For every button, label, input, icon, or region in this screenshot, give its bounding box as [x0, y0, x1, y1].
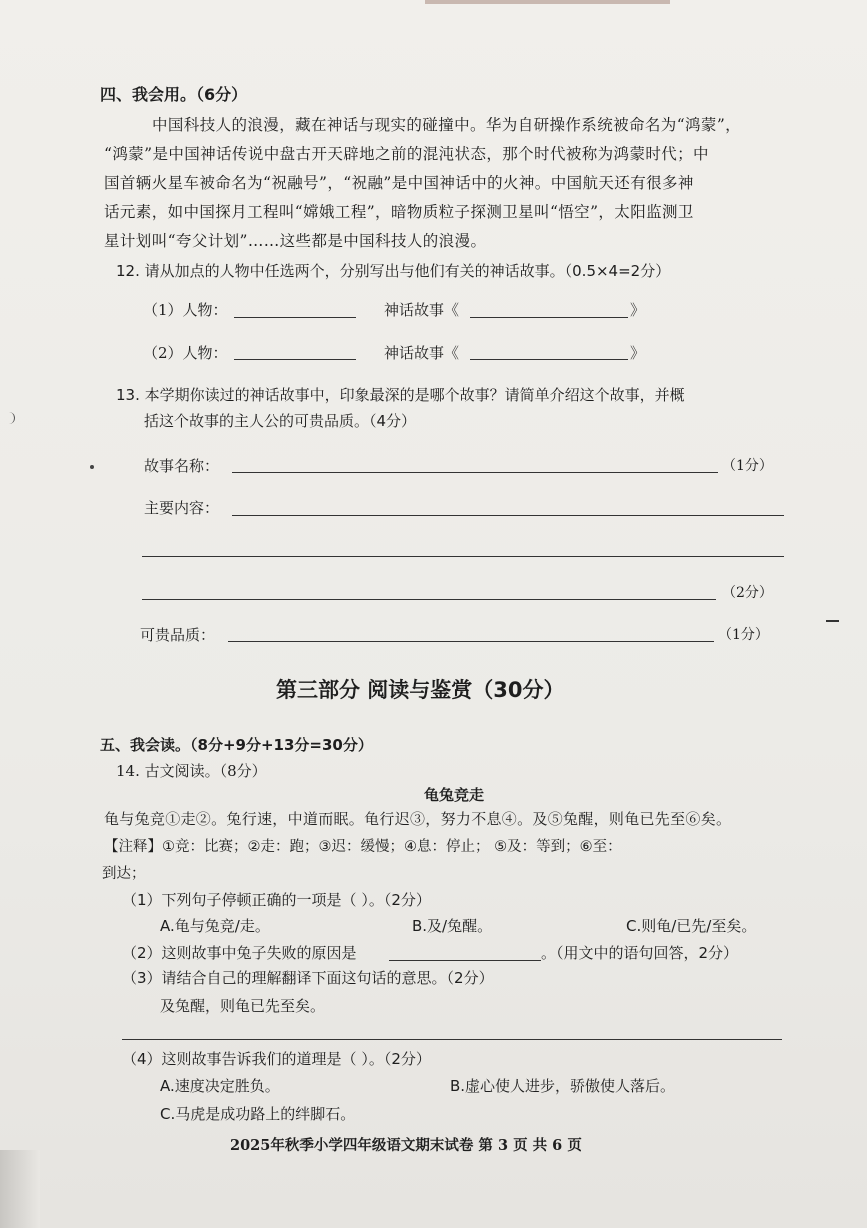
section-heading: 四、我会用。（6分）: [100, 85, 248, 104]
person-label: （2）人物：: [143, 344, 228, 362]
passage-line: 国首辆火星车被命名为“祝融号”，“祝融”是中国神话中的火神。中国航天还有很多神: [104, 174, 694, 192]
story-answer-line[interactable]: [470, 317, 628, 318]
scan-dot: [90, 465, 94, 469]
story-name-label: 故事名称：: [144, 457, 220, 475]
person-label: （1）人物：: [143, 301, 228, 319]
person-answer-line[interactable]: [234, 359, 356, 360]
points-label: （1分）: [722, 458, 773, 474]
scan-edge: [425, 0, 670, 4]
annotation: 【注释】①竞：比赛；②走：跑；③迟：缓慢；④息：停止； ⑤及：等到；⑥至：: [104, 839, 622, 855]
classical-text: 龟与兔竞①走②。兔行速，中道而眠。龟行迟③，努力不息④。及⑤兔醒，则龟已先至⑥矣。: [104, 810, 732, 828]
passage-line: “鸿蒙”是中国神话传说中盘古开天辟地之前的混沌状态，那个时代被称为鸿蒙时代；中: [104, 145, 709, 163]
story-label: 神话故事《: [384, 344, 460, 362]
option-c[interactable]: C.则龟/已先/至矣。: [626, 917, 757, 935]
translate-answer-line[interactable]: [122, 1039, 782, 1040]
scan-mark: [9, 412, 15, 424]
scan-mark: [826, 620, 839, 622]
passage-line: 话元素，如中国探月工程叫“嫦娥工程”，暗物质粒子探测卫星叫“悟空”，太阳监测卫: [104, 203, 694, 221]
content-label: 主要内容：: [144, 499, 220, 517]
sub-question-3: （3）请结合自己的理解翻译下面这句话的意思。（2分）: [122, 969, 494, 987]
page-footer: 2025年秋季小学四年级语文期末试卷 第 3 页 共 6 页: [230, 1137, 582, 1154]
sub-question-2-tail: 。（用文中的语句回答，2分）: [541, 944, 739, 962]
content-line[interactable]: [142, 599, 716, 600]
story-close: 》: [630, 344, 646, 362]
story-name-line[interactable]: [232, 472, 718, 473]
option-b[interactable]: B.及/兔醒。: [412, 917, 493, 935]
question-12: 12. 请从加点的人物中任选两个，分别写出与他们有关的神话故事。（0.5×4=2分）: [116, 262, 671, 280]
question-13: 13. 本学期你读过的神话故事中，印象最深的是哪个故事？请简单介绍这个故事，并概: [116, 386, 685, 404]
passage-line: 中国科技人的浪漫，藏在神话与现实的碰撞中。华为自研操作系统被命名为“鸿蒙”，: [152, 116, 742, 134]
option-a[interactable]: A.速度决定胜负。: [160, 1077, 280, 1095]
content-line[interactable]: [232, 515, 784, 516]
quality-line[interactable]: [228, 641, 714, 642]
points-label: （2分）: [722, 585, 773, 601]
scan-shadow: [0, 1150, 40, 1228]
points-label: （1分）: [718, 627, 769, 643]
option-c[interactable]: C.马虎是成功路上的绊脚石。: [160, 1105, 356, 1123]
option-a[interactable]: A.龟与兔竞/走。: [160, 917, 270, 935]
question-14: 14. 古文阅读。（8分）: [116, 762, 267, 780]
sub-question-2: （2）这则故事中兔子失败的原因是: [122, 944, 357, 962]
question-13-cont: 括这个故事的主人公的可贵品质。（4分）: [144, 412, 417, 430]
story-answer-line[interactable]: [470, 359, 628, 360]
part-title: 第三部分 阅读与鉴赏（30分）: [276, 678, 565, 702]
story-close: 》: [630, 301, 646, 319]
person-answer-line[interactable]: [234, 317, 356, 318]
passage-line: 星计划叫“夸父计划”……这些都是中国科技人的浪漫。: [104, 232, 487, 250]
annotation-cont: 到达；: [102, 866, 146, 882]
story-label: 神话故事《: [384, 301, 460, 319]
quality-label: 可贵品质：: [140, 626, 216, 644]
content-line[interactable]: [142, 556, 784, 557]
sub-question-4: （4）这则故事告诉我们的道理是（ ）。（2分）: [122, 1050, 431, 1068]
option-b[interactable]: B.虚心使人进步，骄傲使人落后。: [450, 1077, 676, 1095]
translate-sentence: 及兔醒，则龟已先至矣。: [160, 997, 326, 1015]
text-title: 龟兔竞走: [424, 786, 485, 804]
section-heading: 五、我会读。（8分+9分+13分=30分）: [100, 736, 373, 754]
answer-line[interactable]: [389, 960, 541, 961]
sub-question-1: （1）下列句子停顿正确的一项是（ ）。（2分）: [122, 891, 431, 909]
